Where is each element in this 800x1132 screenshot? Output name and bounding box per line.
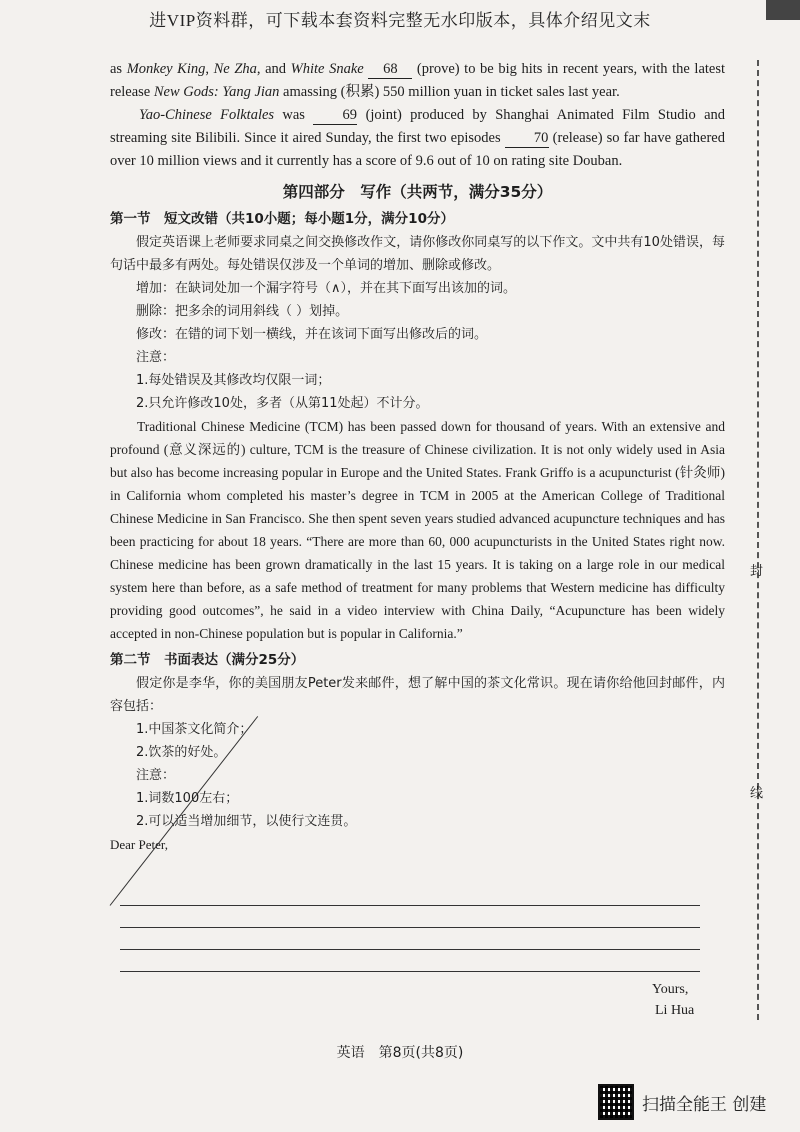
writing-line (120, 927, 700, 928)
section2-item-2: 2.饮茶的好处。 (136, 745, 227, 760)
section1-note-2: 2.只允许修改10处，多者（从第11处起）不计分。 (136, 396, 429, 411)
section1-delete-rule: 删除：把多余的词用斜线（ ）划掉。 (136, 304, 349, 319)
letter-greeting: Dear Peter, (110, 837, 168, 852)
section2-title: 第二节 书面表达（满分25分） (110, 652, 305, 668)
writing-line (120, 905, 700, 906)
letter-signature: Li Hua (655, 1003, 695, 1018)
error-correction-essay: Traditional Chinese Medicine (TCM) has been passed down for thousand of years. With an extensive and profound (意义深远的) culture, TCM is the treasure of Chinese civilization. It is not only widely used in Asia but also has become increasing popular in Europe and the United States. Frank Griffo is a acupuncturist (针灸师) in California whom completed his master’s degree in TCM in 2005 at the American College of Traditional Chinese Medicine in San Francisco. She then spent seven years studied advanced acupuncture techniques and has been practicing for about 18 years. “There are more than 60, 000 acupuncturists in the United States right now. Chinese medicine has been grown dramatically in the last 15 years. It is taking on a large role in our medical system here than before, as a safe method of treatment for many problems that Western medicine has difficulty providing good outcomes”, he said in a video interview with China Daily, “Acupuncture has been widely accepted in non-Chinese population but is popular in California.” (110, 419, 725, 641)
blank-68: 68 (368, 61, 412, 79)
writing-line (120, 971, 700, 972)
section1-title: 第一节 短文改错（共10小题；每小题1分，满分10分） (110, 211, 454, 227)
writing-area (110, 895, 725, 985)
page-content (110, 58, 725, 856)
section1-modify-rule: 修改：在错的词下划一横线，并在该词下面写出修改后的词。 (136, 327, 488, 342)
letter-closing: Yours, (652, 982, 689, 997)
margin-mark-xian: 线 (750, 786, 764, 801)
section2-instructions: 假定你是李华，你的美国朋友Peter发来邮件，想了解中国的茶文化常识。现在请你给他回封邮件，内容包括： (110, 676, 725, 714)
section2-note-heading: 注意： (136, 768, 176, 783)
section1-note-heading: 注意： (136, 350, 176, 365)
passage-paragraph-2: Yao-Chinese Folktales was 69 (joint) produced by Shanghai Animated Film Studio and streaming site Bilibili. Since it aired Sunday, the first two episodes 70 (release) so far have gathered over 10 million views and it currently has a score of 9.6 out of 10 on rating site Douban. (110, 107, 726, 169)
binding-dashed-line (757, 60, 759, 1020)
writing-line (120, 949, 700, 950)
blank-70: 70 (505, 130, 549, 148)
page-footer: 英语 第8页(共8页) (336, 1045, 464, 1061)
scanner-label: 扫描全能王 创建 (642, 1094, 767, 1115)
margin-mark-feng: 封 (750, 564, 764, 579)
section1-note-1: 1.每处错误及其修改均仅限一词； (136, 373, 331, 388)
section1-instructions: 假定英语课上老师要求同桌之间交换修改作文，请你修改你同桌写的以下作文。文中共有10处错误，每句话中最多有两处。每处错误仅涉及一个单词的增加、删除或修改。 (110, 235, 725, 273)
blank-69: 69 (313, 107, 357, 125)
section1-add-rule: 增加：在缺词处加一个漏字符号（∧），并在其下面写出该加的词。 (136, 281, 517, 296)
section2-note-1: 1.词数100左右； (136, 791, 239, 806)
qr-code-icon (598, 1084, 634, 1120)
vip-banner: 进VIP资料群，可下载本套资料完整无水印版本，具体介绍见文末 (149, 11, 651, 30)
section2-item-1: 1.中国茶文化简介； (136, 722, 253, 737)
scanner-watermark (598, 1084, 766, 1120)
passage-paragraph-1: as Monkey King, Ne Zha, and White Snake 68 (prove) to be big hits in recent years, with the latest release New Gods: Yang Jian amassing (积累) 550 million yuan in ticket sales last year. (110, 61, 726, 100)
part4-title: 第四部分 写作（共两节，满分35分） (282, 183, 553, 201)
section2-note-2: 2.可以适当增加细节，以使行文连贯。 (136, 814, 357, 829)
